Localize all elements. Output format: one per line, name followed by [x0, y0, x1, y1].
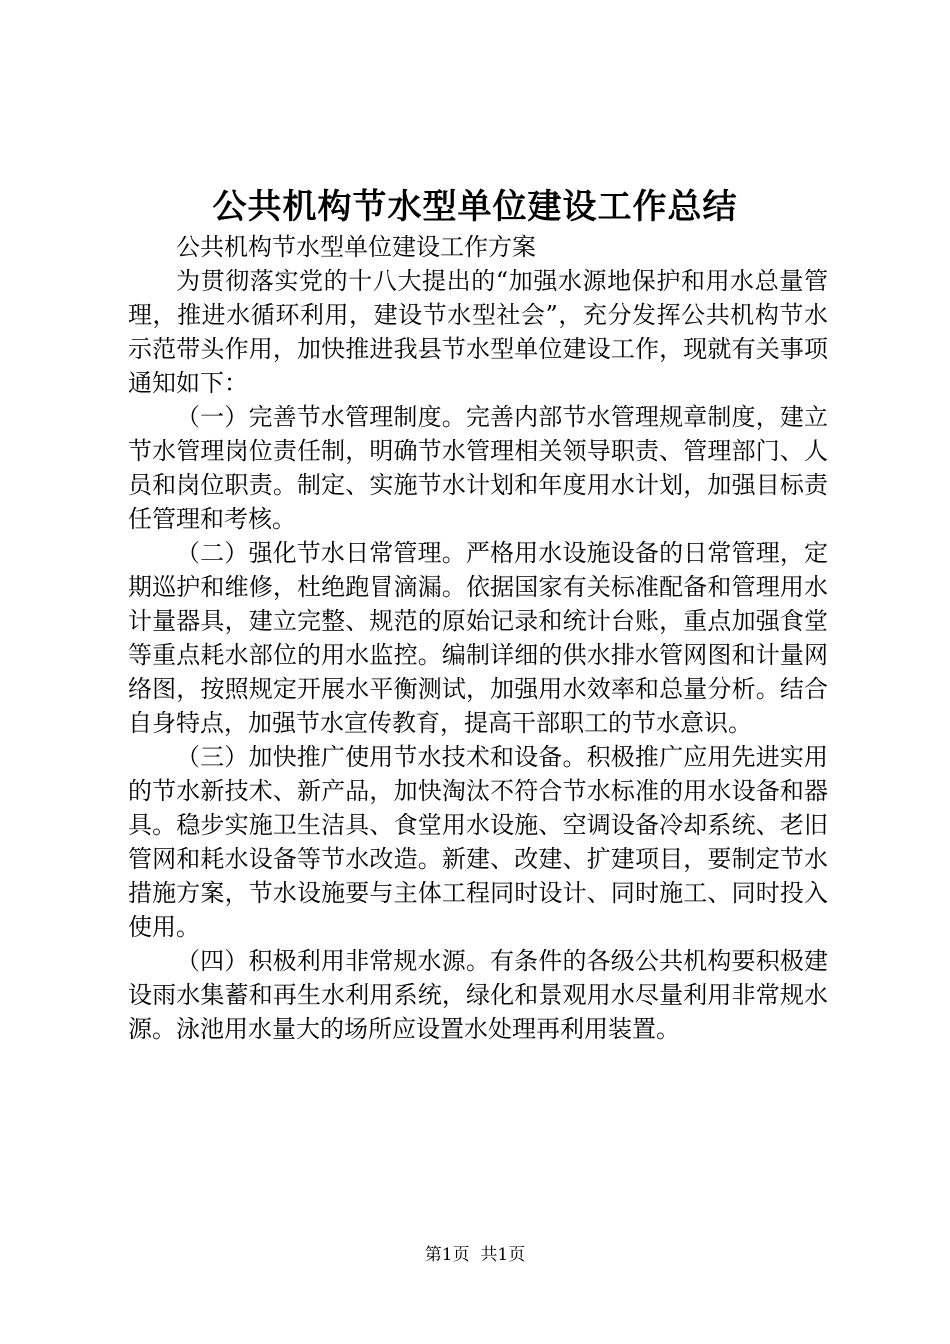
section-3-paragraph: （三）加快推广使用节水技术和设备。积极推广应用先进实用的节水新技术、新产品，加快淘汰不符合节水标准的用水设备和器具。稳步实施卫生洁具、食堂用水设施、空调设备冷却系统、老旧管网和耗水设备等节水改造。新建、改建、扩建项目，要制定节水措施方案，节水设施要与主体工程同时设计、同时施工、同时投入使用。	[128, 743, 828, 941]
subtitle-paragraph: 公共机构节水型单位建设工作方案	[176, 233, 536, 261]
section-1-paragraph: （一）完善节水管理制度。完善内部节水管理规章制度，建立节水管理岗位责任制，明确节水管理相关领导职责、管理部门、人员和岗位职责。制定、实施节水计划和年度用水计划，加强目标责任管理和考核。	[128, 403, 828, 533]
document-title: 公共机构节水型单位建设工作总结	[212, 187, 738, 227]
page-number-footer: 第1页 共1页	[424, 1245, 526, 1265]
intro-paragraph: 为贯彻落实党的十八大提出的“加强水源地保护和用水总量管理，推进水循环利用，建设节水型社会”，充分发挥公共机构节水示范带头作用，加快推进我县节水型单位建设工作，现就有关事项通知如下：	[128, 267, 828, 397]
section-2-paragraph: （二）强化节水日常管理。严格用水设施设备的日常管理，定期巡护和维修，杜绝跑冒滴漏。依据国家有关标准配备和管理用水计量器具，建立完整、规范的原始记录和统计台账，重点加强食堂等重点耗水部位的用水监控。编制详细的供水排水管网图和计量网络图，按照规定开展水平衡测试，加强用水效率和总量分析。结合自身特点，加强节水宣传教育，提高干部职工的节水意识。	[128, 539, 828, 737]
document-body	[128, 230, 828, 1046]
section-4-paragraph: （四）积极利用非常规水源。有条件的各级公共机构要积极建设雨水集蓄和再生水利用系统，绿化和景观用水尽量利用非常规水源。泳池用水量大的场所应设置水处理再利用装置。	[128, 947, 828, 1043]
